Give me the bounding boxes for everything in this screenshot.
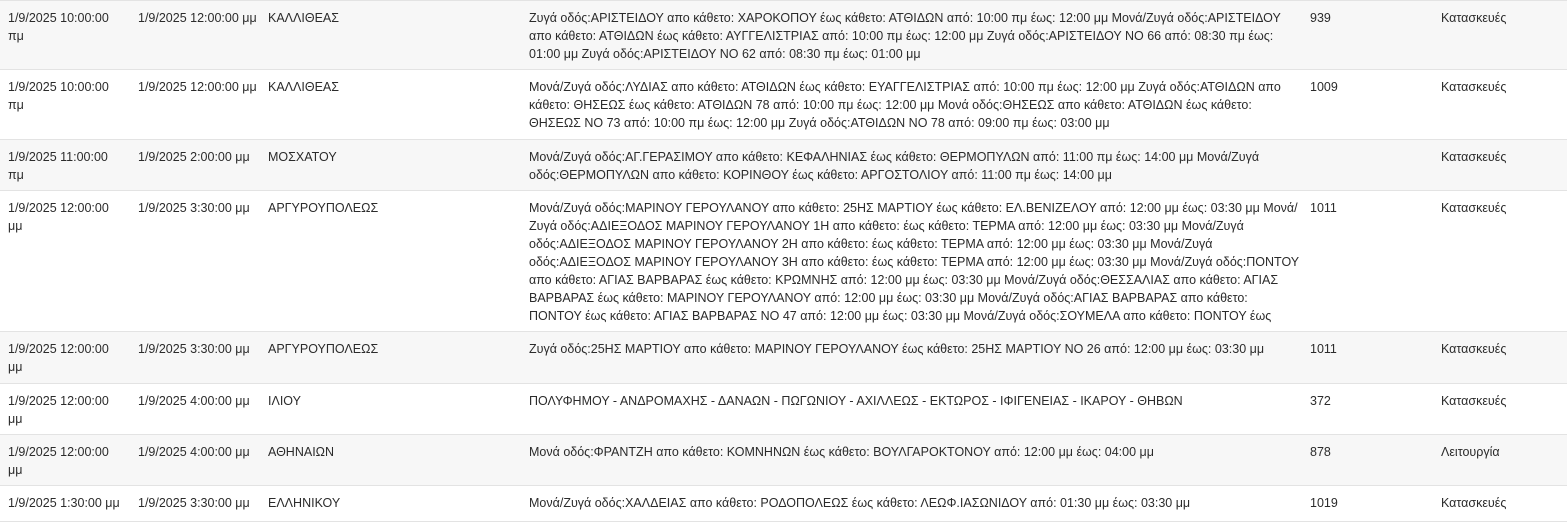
table-row bbox=[0, 384, 1567, 435]
work-type: Κατασκευές bbox=[1441, 150, 1507, 164]
table-row bbox=[0, 1, 1567, 70]
area: ΑΡΓΥΡΟΥΠΟΛΕΩΣ bbox=[268, 342, 379, 356]
description: Μονά/Ζυγά οδός:ΛΥΔΙΑΣ απο κάθετο: ΑΤΘΙΔΩΝ έως κάθετο: ΕΥΑΓΓΕΛΙΣΤΡΙΑΣ από: 10:00 πμ έως: 12:00 μμ Ζυγά οδός:ΑΤΘΙΔΩΝ απο κάθετο: ΘΗΣΕΩΣ έως κάθετο: ΑΤΘΙΔΩΝ 78 από: 10:00 πμ έως: 12:00 μμ Μονά οδός:ΘΗΣΕΩΣ απο κάθετο: ΑΤΘΙΔΩΝ έως κάθετο: ΘΗΣΕΩΣ ΝΟ 73 από: 10:00 πμ έως: 12:00 μμ Ζυγά οδός:ΑΤΘΙΔΩΝ ΝΟ 78 από: 09:00 πμ έως: 03:00 μμ bbox=[529, 80, 1281, 130]
start-time: 1/9/2025 10:00:00 πμ bbox=[8, 11, 109, 43]
area: ΚΑΛΛΙΘΕΑΣ bbox=[268, 80, 339, 94]
end-time: 1/9/2025 2:00:00 μμ bbox=[138, 150, 250, 164]
table-row bbox=[0, 70, 1567, 140]
description: ΠΟΛΥΦΗΜΟΥ - ΑΝΔΡΟΜΑΧΗΣ - ΔΑΝΑΩΝ - ΠΩΓΩΝΙΟΥ - ΑΧΙΛΛΕΩΣ - ΕΚΤΩΡΟΣ - ΙΦΙΓΕΝΕΙΑΣ - ΙΚΑΡΟΥ - ΘΗΒΩΝ bbox=[529, 394, 1183, 408]
area: ΑΡΓΥΡΟΥΠΟΛΕΩΣ bbox=[268, 201, 379, 215]
start-time: 1/9/2025 12:00:00 μμ bbox=[8, 201, 109, 233]
table-row bbox=[0, 435, 1567, 486]
area: ΜΟΣΧΑΤΟΥ bbox=[268, 150, 337, 164]
start-time: 1/9/2025 12:00:00 μμ bbox=[8, 394, 109, 426]
work-type: Κατασκευές bbox=[1441, 11, 1507, 25]
area: ΙΛΙΟΥ bbox=[268, 394, 301, 408]
work-type: Λειτουργία bbox=[1441, 445, 1500, 459]
work-type: Κατασκευές bbox=[1441, 394, 1507, 408]
code: 1011 bbox=[1310, 201, 1337, 215]
start-time: 1/9/2025 11:00:00 πμ bbox=[8, 150, 108, 182]
start-time: 1/9/2025 12:00:00 μμ bbox=[8, 445, 109, 477]
code: 1011 bbox=[1310, 342, 1337, 356]
start-time: 1/9/2025 1:30:00 μμ bbox=[8, 496, 120, 510]
work-type: Κατασκευές bbox=[1441, 80, 1507, 94]
code: 1009 bbox=[1310, 80, 1338, 94]
code: 878 bbox=[1310, 445, 1331, 459]
work-type: Κατασκευές bbox=[1441, 496, 1507, 510]
description: Μονά/Ζυγά οδός:ΧΑΛΔΕΙΑΣ απο κάθετο: ΡΟΔΟΠΟΛΕΩΣ έως κάθετο: ΛΕΩΦ.ΙΑΣΩΝΙΔΟΥ από: 01:30 μμ έως: 03:30 μμ bbox=[529, 496, 1191, 510]
end-time: 1/9/2025 12:00:00 μμ bbox=[138, 80, 257, 94]
table-row bbox=[0, 140, 1567, 191]
table-row bbox=[0, 332, 1567, 384]
area: ΚΑΛΛΙΘΕΑΣ bbox=[268, 11, 339, 25]
area: ΕΛΛΗΝΙΚΟΥ bbox=[268, 496, 341, 510]
description: Ζυγά οδός:ΑΡΙΣΤΕΙΔΟΥ απο κάθετο: ΧΑΡΟΚΟΠΟΥ έως κάθετο: ΑΤΘΙΔΩΝ από: 10:00 πμ έως: 12:00 μμ Μονά/Ζυγά οδός:ΑΡΙΣΤΕΙΔΟΥ απο κάθετο: ΑΤΘΙΔΩΝ έως κάθετο: ΑΥΓΓΕΛΙΣΤΡΙΑΣ από: 10:00 πμ έως: 12:00 μμ Ζυγά οδός:ΑΡΙΣΤΕΙΔΟΥ ΝΟ 66 από: 08:30 πμ έως: 01:00 μμ Ζυγά οδός:ΑΡΙΣΤΕΙΔΟΥ ΝΟ 62 από: 08:30 πμ έως: 01:00 μμ bbox=[529, 11, 1281, 61]
table-row bbox=[0, 191, 1567, 332]
code: 939 bbox=[1310, 11, 1331, 25]
start-time: 1/9/2025 12:00:00 μμ bbox=[8, 342, 109, 374]
table-row bbox=[0, 486, 1567, 522]
description: Μονά/Ζυγά οδός:ΑΓ.ΓΕΡΑΣΙΜΟΥ απο κάθετο: ΚΕΦΑΛΗΝΙΑΣ έως κάθετο: ΘΕΡΜΟΠΥΛΩΝ από: 11:00 πμ έως: 14:00 μμ Μονά/Ζυγά οδός:ΘΕΡΜΟΠΥΛΩΝ απο κάθετο: ΚΟΡΙΝΘΟΥ έως κάθετο: ΑΡΓΟΣΤΟΛΙΟΥ από: 11:00 πμ έως: 14:00 μμ bbox=[529, 150, 1260, 182]
area: ΑΘΗΝΑΙΩΝ bbox=[268, 445, 335, 459]
code: 372 bbox=[1310, 394, 1331, 408]
work-type: Κατασκευές bbox=[1441, 342, 1507, 356]
code: 1019 bbox=[1310, 496, 1338, 510]
end-time: 1/9/2025 12:00:00 μμ bbox=[138, 11, 257, 25]
description: Μονά οδός:ΦΡΑΝΤΖΗ απο κάθετο: ΚΟΜΝΗΝΩΝ έως κάθετο: ΒΟΥΛΓΑΡΟΚΤΟΝΟΥ από: 12:00 μμ έως: 04:00 μμ bbox=[529, 445, 1154, 459]
end-time: 1/9/2025 3:30:00 μμ bbox=[138, 342, 250, 356]
end-time: 1/9/2025 3:30:00 μμ bbox=[138, 496, 250, 510]
end-time: 1/9/2025 3:30:00 μμ bbox=[138, 201, 250, 215]
description: Μονά/Ζυγά οδός:ΜΑΡΙΝΟΥ ΓΕΡΟΥΛΑΝΟΥ απο κάθετο: 25ΗΣ ΜΑΡΤΙΟΥ έως κάθετο: ΕΛ.ΒΕΝΙΖΕΛΟΥ από: 12:00 μμ έως: 03:30 μμ Μονά/Ζυγά οδός:ΑΔΙΕΞΟΔΟΣ ΜΑΡΙΝΟΥ ΓΕΡΟΥΛΑΝΟΥ 1Η απο κάθετο: έως κάθετο: ΤΕΡΜΑ από: 12:00 μμ έως: 03:30 μμ Μονά/Ζυγά οδός:ΑΔΙΕΞΟΔΟΣ ΜΑΡΙΝΟΥ ΓΕΡΟΥΛΑΝΟΥ 2Η απο κάθετο: έως κάθετο: ΤΕΡΜΑ από: 12:00 μμ έως: 03:30 μμ Μονά/Ζυγά οδός:ΑΔΙΕΞΟΔΟΣ ΜΑΡΙΝΟΥ ΓΕΡΟΥΛΑΝΟΥ 3Η απο κάθετο: έως κάθετο: ΤΕΡΜΑ από: 12:00 μμ έως: 03:30 μμ Μονά/Ζυγά οδός:ΠΟΝΤΟΥ απο κάθετο: ΑΓΙΑΣ ΒΑΡΒΑΡΑΣ έως κάθετο: ΚΡΩΜΝΗΣ από: 12:00 μμ έως: 03:30 μμ Μονά/Ζυγά οδός:ΘΕΣΣΑΛΙΑΣ απο κάθετο: ΑΓΙΑΣ ΒΑΡΒΑΡΑΣ έως κάθετο: ΜΑΡΙΝΟΥ ΓΕΡΟΥΛΑΝΟΥ από: 12:00 μμ έως: 03:30 μμ Μονά/Ζυγά οδός:ΑΓΙΑΣ ΒΑΡΒΑΡΑΣ απο κάθετο: ΠΟΝΤΟΥ έως κάθετο: ΑΓΙΑΣ ΒΑΡΒΑΡΑΣ ΝΟ 47 από: 12:00 μμ έως: 03:30 μμ Μονά/Ζυγά οδός:ΣΟΥΜΕΛΑ απο κάθετο: ΠΟΝΤΟΥ έως bbox=[529, 201, 1299, 323]
end-time: 1/9/2025 4:00:00 μμ bbox=[138, 445, 250, 459]
end-time: 1/9/2025 4:00:00 μμ bbox=[138, 394, 250, 408]
work-type: Κατασκευές bbox=[1441, 201, 1507, 215]
start-time: 1/9/2025 10:00:00 πμ bbox=[8, 80, 109, 112]
description: Ζυγά οδός:25ΗΣ ΜΑΡΤΙΟΥ απο κάθετο: ΜΑΡΙΝΟΥ ΓΕΡΟΥΛΑΝΟΥ έως κάθετο: 25ΗΣ ΜΑΡΤΙΟΥ ΝΟ 26 από: 12:00 μμ έως: 03:30 μμ bbox=[529, 342, 1265, 356]
